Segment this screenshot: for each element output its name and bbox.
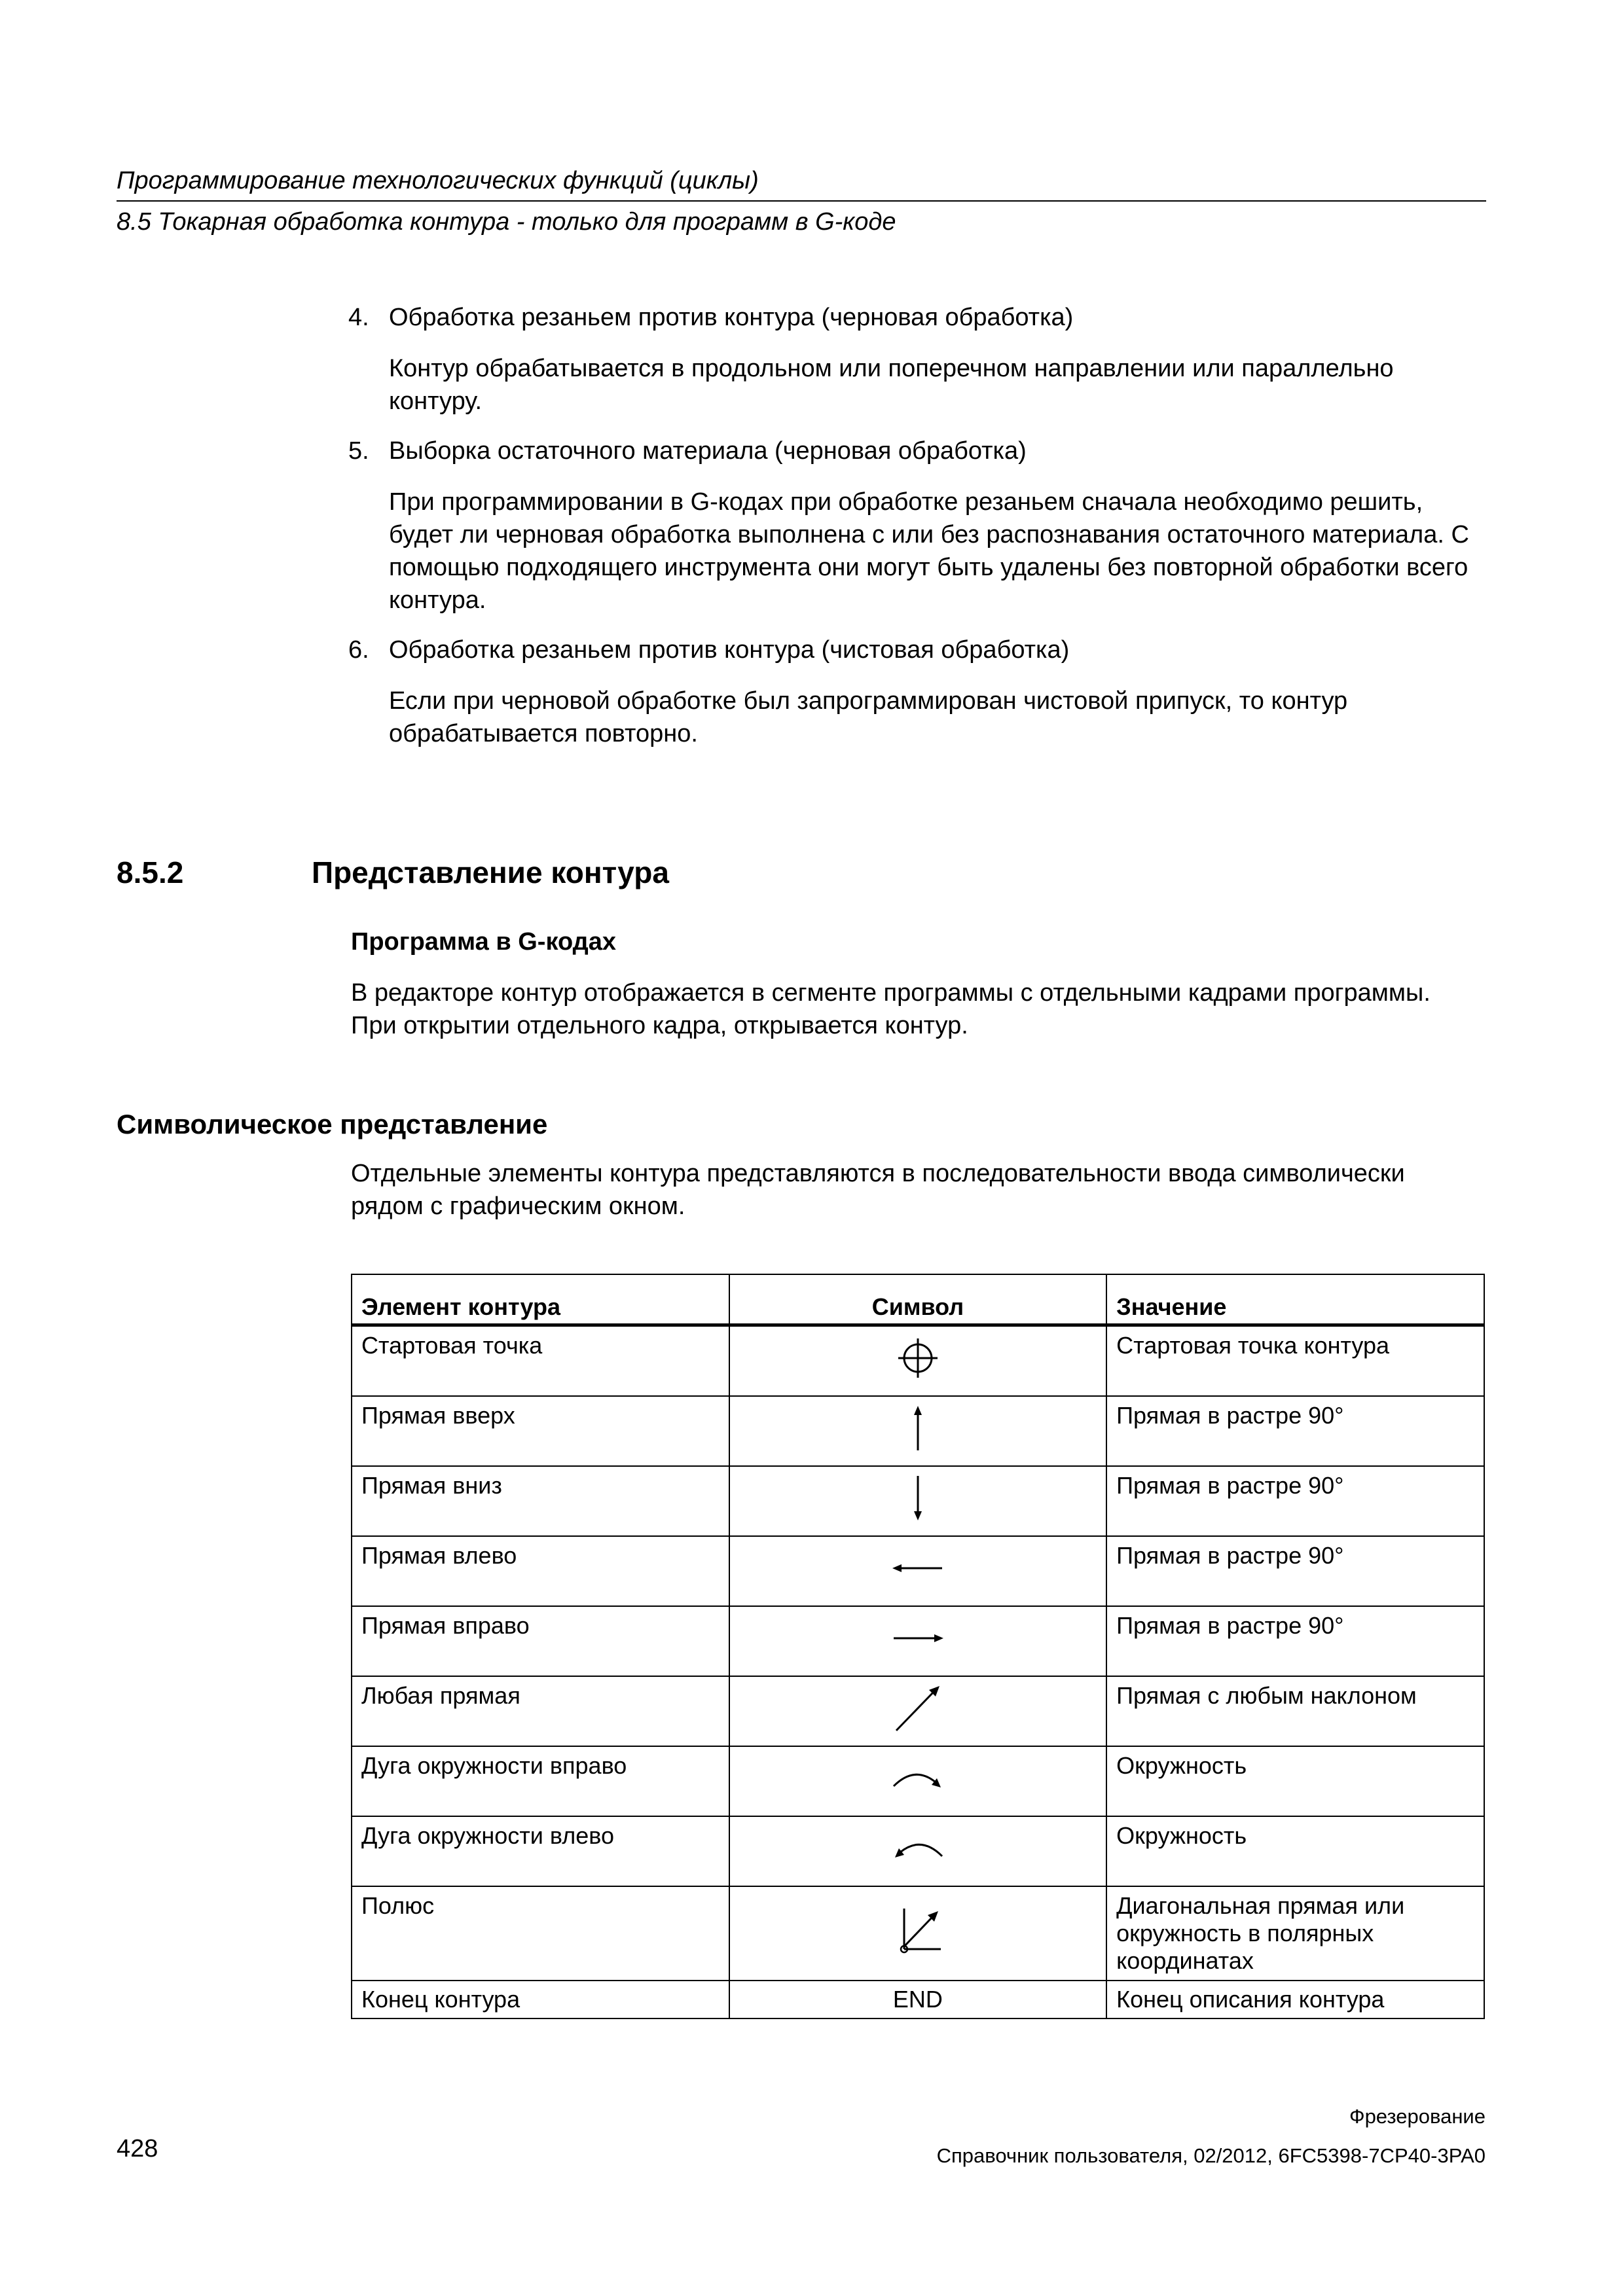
end-symbol-text: END (729, 1981, 1106, 2018)
start-point-icon (888, 1332, 947, 1384)
column-header-meaning: Значение (1106, 1274, 1484, 1325)
arrow-diagonal-icon (888, 1682, 947, 1734)
cell-meaning: Стартовая точка контура (1106, 1325, 1484, 1397)
list-item-6-text: Если при черновой обработке был запрограммирован чистовой припуск, то контур обрабатывается повторно. (389, 687, 1348, 747)
table-row (352, 1746, 1484, 1816)
cell-element: Прямая вверх (352, 1396, 729, 1466)
list-title: Обработка резаньем против контура (черновая обработка) (389, 304, 1074, 331)
cell-element: Любая прямая (352, 1676, 729, 1746)
table-row (352, 1886, 1484, 1981)
table-row (352, 1981, 1484, 2018)
cell-element: Прямая вниз (352, 1466, 729, 1536)
list-item-6 (348, 634, 1069, 666)
arc-right-icon (888, 1752, 947, 1804)
table-row (352, 1466, 1484, 1536)
table-row (352, 1676, 1484, 1746)
arrow-down-icon (888, 1472, 947, 1524)
cell-meaning: Окружность (1106, 1816, 1484, 1886)
table-row (352, 1536, 1484, 1606)
list-number: 5. (348, 437, 369, 465)
list-item-5-text: При программировании в G-кодах при обработке резаньем сначала необходимо решить, будет ли черновая обработка выполнена с или без распознавания остаточного материала. С помощью подходящего инструмента они могут быть удалены без повторной обработки всего контура. (389, 488, 1469, 614)
cell-meaning: Диагональная прямая или окружность в полярных координатах (1106, 1886, 1484, 1981)
cell-meaning: Прямая в растре 90° (1106, 1536, 1484, 1606)
list-title: Выборка остаточного материала (черновая обработка) (389, 437, 1027, 465)
symbolic-paragraph: Отдельные элементы контура представляются в последовательности ввода символически рядом с графическим окном. (351, 1160, 1405, 1220)
cell-meaning: Прямая в растре 90° (1106, 1396, 1484, 1466)
table-row (352, 1816, 1484, 1886)
cell-element: Прямая вправо (352, 1606, 729, 1676)
cell-element: Конец контура (352, 1981, 729, 2018)
subheading-gcode: Программа в G-кодах (351, 928, 617, 956)
arrow-right-icon (888, 1612, 947, 1664)
header-divider (117, 200, 1486, 202)
footer-book-title: Фрезерование (1349, 2105, 1486, 2128)
cell-meaning: Прямая с любым наклоном (1106, 1676, 1484, 1746)
cell-meaning: Прямая в растре 90° (1106, 1606, 1484, 1676)
column-header-element: Элемент контура (352, 1274, 729, 1325)
cell-element: Стартовая точка (352, 1325, 729, 1397)
running-header-section: 8.5 Токарная обработка контура - только для программ в G-коде (117, 208, 896, 236)
subheading-symbolic: Символическое представление (117, 1109, 548, 1139)
list-number: 4. (348, 304, 369, 331)
pole-icon (888, 1905, 947, 1957)
footer-reference: Справочник пользователя, 02/2012, 6FC5398-7CP40-3PA0 (936, 2144, 1486, 2167)
page-number: 428 (117, 2135, 158, 2162)
cell-meaning: Конец описания контура (1106, 1981, 1484, 2018)
gcode-paragraph: В редакторе контур отображается в сегменте программы с отдельными кадрами программы. При открытии отдельного кадра, открывается контур. (351, 979, 1431, 1039)
list-number: 6. (348, 636, 369, 664)
cell-element: Прямая влево (352, 1536, 729, 1606)
table-row (352, 1396, 1484, 1466)
cell-element: Полюс (352, 1886, 729, 1981)
table-row (352, 1325, 1484, 1397)
table-header-row (352, 1274, 1484, 1325)
arc-left-icon (888, 1822, 947, 1874)
cell-element: Дуга окружности вправо (352, 1746, 729, 1816)
table-row (352, 1606, 1484, 1676)
section-number: 8.5.2 (117, 855, 184, 889)
arrow-up-icon (888, 1402, 947, 1454)
list-item-4-text: Контур обрабатывается в продольном или поперечном направлении или параллельно контуру. (389, 355, 1394, 415)
column-header-symbol: Символ (729, 1274, 1106, 1325)
contour-symbols-table (351, 1274, 1485, 2019)
list-item-5 (348, 435, 1027, 467)
list-item-4 (348, 301, 1073, 334)
cell-meaning: Прямая в растре 90° (1106, 1466, 1484, 1536)
running-header-chapter: Программирование технологических функций (циклы) (117, 167, 759, 194)
cell-meaning: Окружность (1106, 1746, 1484, 1816)
arrow-left-icon (888, 1542, 947, 1594)
list-title: Обработка резаньем против контура (чистовая обработка) (389, 636, 1070, 664)
cell-element: Дуга окружности влево (352, 1816, 729, 1886)
section-title: Представление контура (312, 855, 669, 889)
